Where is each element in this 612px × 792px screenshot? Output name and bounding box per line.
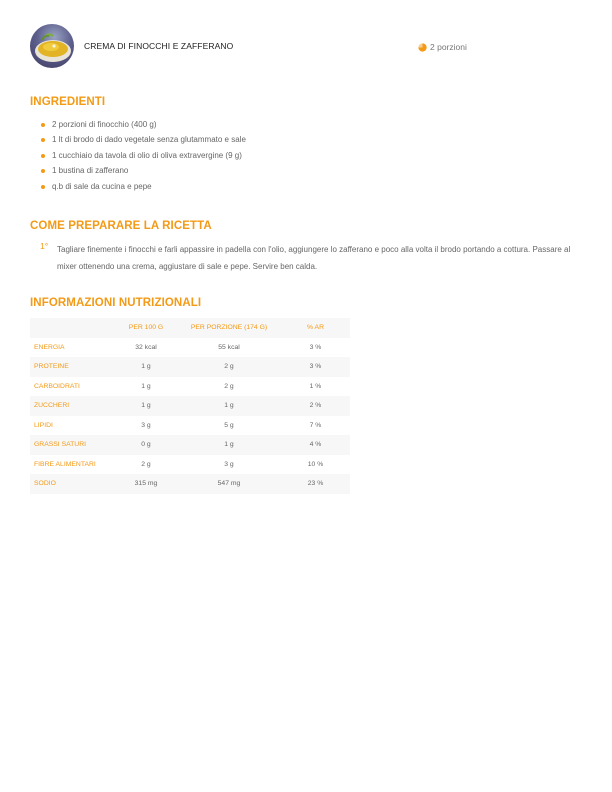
nutrition-header-row bbox=[30, 318, 350, 338]
recipe-title: CREMA DI FINOCCHI E ZAFFERANO bbox=[84, 41, 234, 51]
recipe-steps-heading: COME PREPARARE LA RICETTA bbox=[30, 220, 212, 232]
column-header: PER PORZIONE (174 G) bbox=[190, 324, 268, 332]
nutrient-name: CARBOIDRATI bbox=[34, 382, 80, 390]
ar-percent-value: 3 % bbox=[309, 363, 322, 371]
per-100g-value: 32 kcal bbox=[135, 343, 157, 351]
per-100g-value: 315 mg bbox=[134, 480, 158, 488]
ingredient-item: 1 cucchiaio da tavola di olio di oliva extravergine (9 g) bbox=[40, 149, 246, 164]
per-100g-value: 1 g bbox=[141, 382, 151, 390]
per-portion-value: 2 g bbox=[224, 363, 234, 371]
nutrient-name: SODIO bbox=[34, 480, 56, 488]
ar-percent-value: 1 % bbox=[309, 382, 322, 390]
nutrient-name: ZUCCHERI bbox=[34, 402, 70, 410]
servings-info bbox=[418, 42, 467, 52]
per-portion-value: 547 mg bbox=[217, 480, 241, 488]
column-header: % AR bbox=[307, 324, 324, 332]
ingredient-item: q.b di sale da cucina e pepe bbox=[40, 180, 246, 195]
per-portion-value: 5 g bbox=[224, 421, 234, 429]
nutrient-name: LIPIDI bbox=[34, 421, 53, 429]
ar-percent-value: 3 % bbox=[309, 343, 322, 351]
nutrient-name: FIBRE ALIMENTARI bbox=[34, 460, 96, 468]
ingredient-item: 2 porzioni di finocchio (400 g) bbox=[40, 118, 246, 133]
ar-percent-value: 10 % bbox=[307, 460, 324, 468]
per-100g-value: 2 g bbox=[141, 460, 151, 468]
nutrition-row bbox=[30, 377, 350, 397]
per-portion-value: 55 kcal bbox=[218, 343, 240, 351]
per-portion-value: 1 g bbox=[224, 402, 234, 410]
nutrition-row bbox=[30, 357, 350, 377]
step-number: 1° bbox=[40, 241, 49, 251]
per-100g-value: 3 g bbox=[141, 421, 151, 429]
nutrition-table bbox=[30, 318, 350, 494]
per-portion-value: 3 g bbox=[224, 460, 234, 468]
servings-label: 2 porzioni bbox=[430, 42, 467, 52]
per-portion-value: 2 g bbox=[224, 382, 234, 390]
nutrient-name: PROTEINE bbox=[34, 363, 69, 371]
ar-percent-value: 7 % bbox=[309, 421, 322, 429]
ar-percent-value: 4 % bbox=[309, 441, 322, 449]
nutrition-heading: INFORMAZIONI NUTRIZIONALI bbox=[30, 297, 202, 309]
nutrition-row bbox=[30, 416, 350, 436]
ar-percent-value: 23 % bbox=[307, 480, 324, 488]
column-header bbox=[30, 318, 115, 338]
ingredients-heading: INGREDIENTI bbox=[30, 96, 106, 108]
per-portion-value: 1 g bbox=[224, 441, 234, 449]
ingredient-item: 1 bustina di zafferano bbox=[40, 164, 246, 179]
pie-chart-icon bbox=[418, 43, 427, 52]
soup-bowl-photo bbox=[30, 24, 74, 68]
ingredient-item: 1 lt di brodo di dado vegetale senza glutammato e sale bbox=[40, 133, 246, 148]
nutrient-name: ENERGIA bbox=[34, 343, 65, 351]
per-100g-value: 0 g bbox=[141, 441, 151, 449]
nutrient-name: GRASSI SATURI bbox=[34, 441, 86, 449]
nutrition-row bbox=[30, 435, 350, 455]
ingredients-list bbox=[40, 118, 246, 195]
recipe-header bbox=[30, 23, 582, 69]
per-100g-value: 1 g bbox=[141, 363, 151, 371]
nutrition-row bbox=[30, 474, 350, 494]
nutrition-row bbox=[30, 396, 350, 416]
nutrition-row bbox=[30, 455, 350, 475]
soup-bowl-icon bbox=[30, 24, 74, 68]
ar-percent-value: 2 % bbox=[309, 402, 322, 410]
step-text: Tagliare finemente i finocchi e farli appassire in padella con l'olio, aggiungere lo zafferano e poco alla volta il brodo portando a cottura. Passare al mixer ottenendo una crema, aggiustare di sale e pepe. Servire ben calda. bbox=[57, 245, 571, 271]
column-header: PER 100 G bbox=[128, 324, 164, 332]
nutrition-row bbox=[30, 338, 350, 358]
per-100g-value: 1 g bbox=[141, 402, 151, 410]
